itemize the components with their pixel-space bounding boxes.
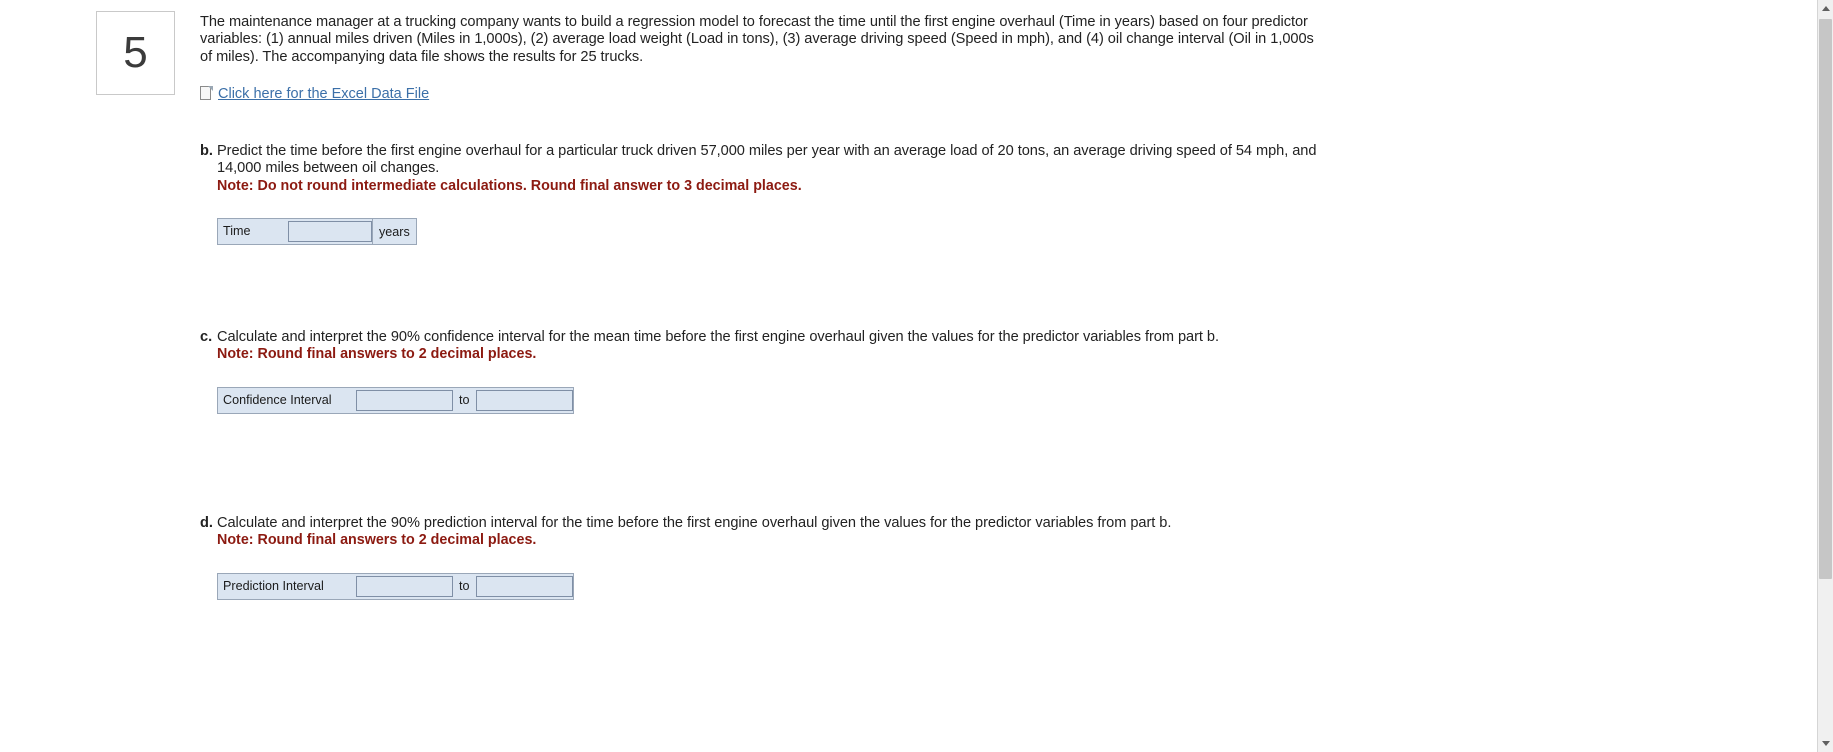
time-input[interactable] <box>289 222 371 241</box>
part-c-answer-row <box>217 387 574 414</box>
part-d <box>200 515 1320 600</box>
part-b-answer-row <box>217 218 417 245</box>
confidence-interval-label: Confidence Interval <box>218 388 356 413</box>
part-d-text: Calculate and interpret the 90% prediction interval for the time before the first engine overhaul given the values for the predictor variables from part b. <box>217 515 1172 531</box>
excel-data-file-link[interactable]: Click here for the Excel Data File <box>218 85 430 102</box>
scroll-up-arrow-icon[interactable] <box>1818 0 1833 17</box>
part-c-text: Calculate and interpret the 90% confidence interval for the mean time before the first engine overhaul given the values for the predictor variables from part b. <box>217 329 1219 345</box>
prediction-interval-label: Prediction Interval <box>218 574 356 599</box>
scrollbar-thumb[interactable] <box>1819 19 1832 579</box>
prediction-interval-lower-input[interactable] <box>357 577 452 596</box>
data-file-row <box>200 86 1320 102</box>
confidence-interval-upper-wrap[interactable] <box>476 390 573 411</box>
prediction-interval-separator: to <box>453 574 476 599</box>
time-label: Time <box>218 219 288 244</box>
vertical-scrollbar[interactable] <box>1817 0 1833 752</box>
part-c-letter: c. <box>200 329 213 345</box>
part-d-letter: d. <box>200 515 213 531</box>
part-b <box>200 143 1320 245</box>
prediction-interval-upper-input[interactable] <box>477 577 572 596</box>
confidence-interval-upper-input[interactable] <box>477 391 572 410</box>
question-stem: The maintenance manager at a trucking company wants to build a regression model to forecast the time until the first engine overhaul (Time in years) based on four predictor variables: (1) annual miles driven (Miles in 1,000s), (2) average load weight (Load in tons), (3) average driving speed (Speed in mph), and (4) oil change interval (Oil in 1,000s of miles). The accompanying data file shows the results for 25 trucks. <box>200 14 1314 65</box>
part-d-answer-row <box>217 573 574 600</box>
part-b-note: Note: Do not round intermediate calculations. Round final answer to 3 decimal places. <box>217 177 802 194</box>
part-c <box>200 329 1320 414</box>
prediction-interval-upper-wrap[interactable] <box>476 576 573 597</box>
part-b-text: Predict the time before the first engine overhaul for a particular truck driven 57,000 miles per year with an average load of 20 tons, an average driving speed of 54 mph, and 14,000 miles between oil changes. <box>217 143 1317 177</box>
time-unit-label: years <box>372 219 416 244</box>
confidence-interval-separator: to <box>453 388 476 413</box>
prediction-interval-lower-wrap[interactable] <box>356 576 453 597</box>
excel-file-icon <box>200 86 213 101</box>
confidence-interval-lower-wrap[interactable] <box>356 390 453 411</box>
question-number-box <box>96 11 175 95</box>
time-input-wrap[interactable] <box>288 221 372 242</box>
part-c-note: Note: Round final answers to 2 decimal places. <box>217 346 537 363</box>
question-number: 5 <box>123 28 148 77</box>
scroll-down-arrow-icon[interactable] <box>1818 735 1833 752</box>
part-b-letter: b. <box>200 143 213 159</box>
question-content <box>200 14 1320 102</box>
part-d-note: Note: Round final answers to 2 decimal places. <box>217 532 537 549</box>
confidence-interval-lower-input[interactable] <box>357 391 452 410</box>
